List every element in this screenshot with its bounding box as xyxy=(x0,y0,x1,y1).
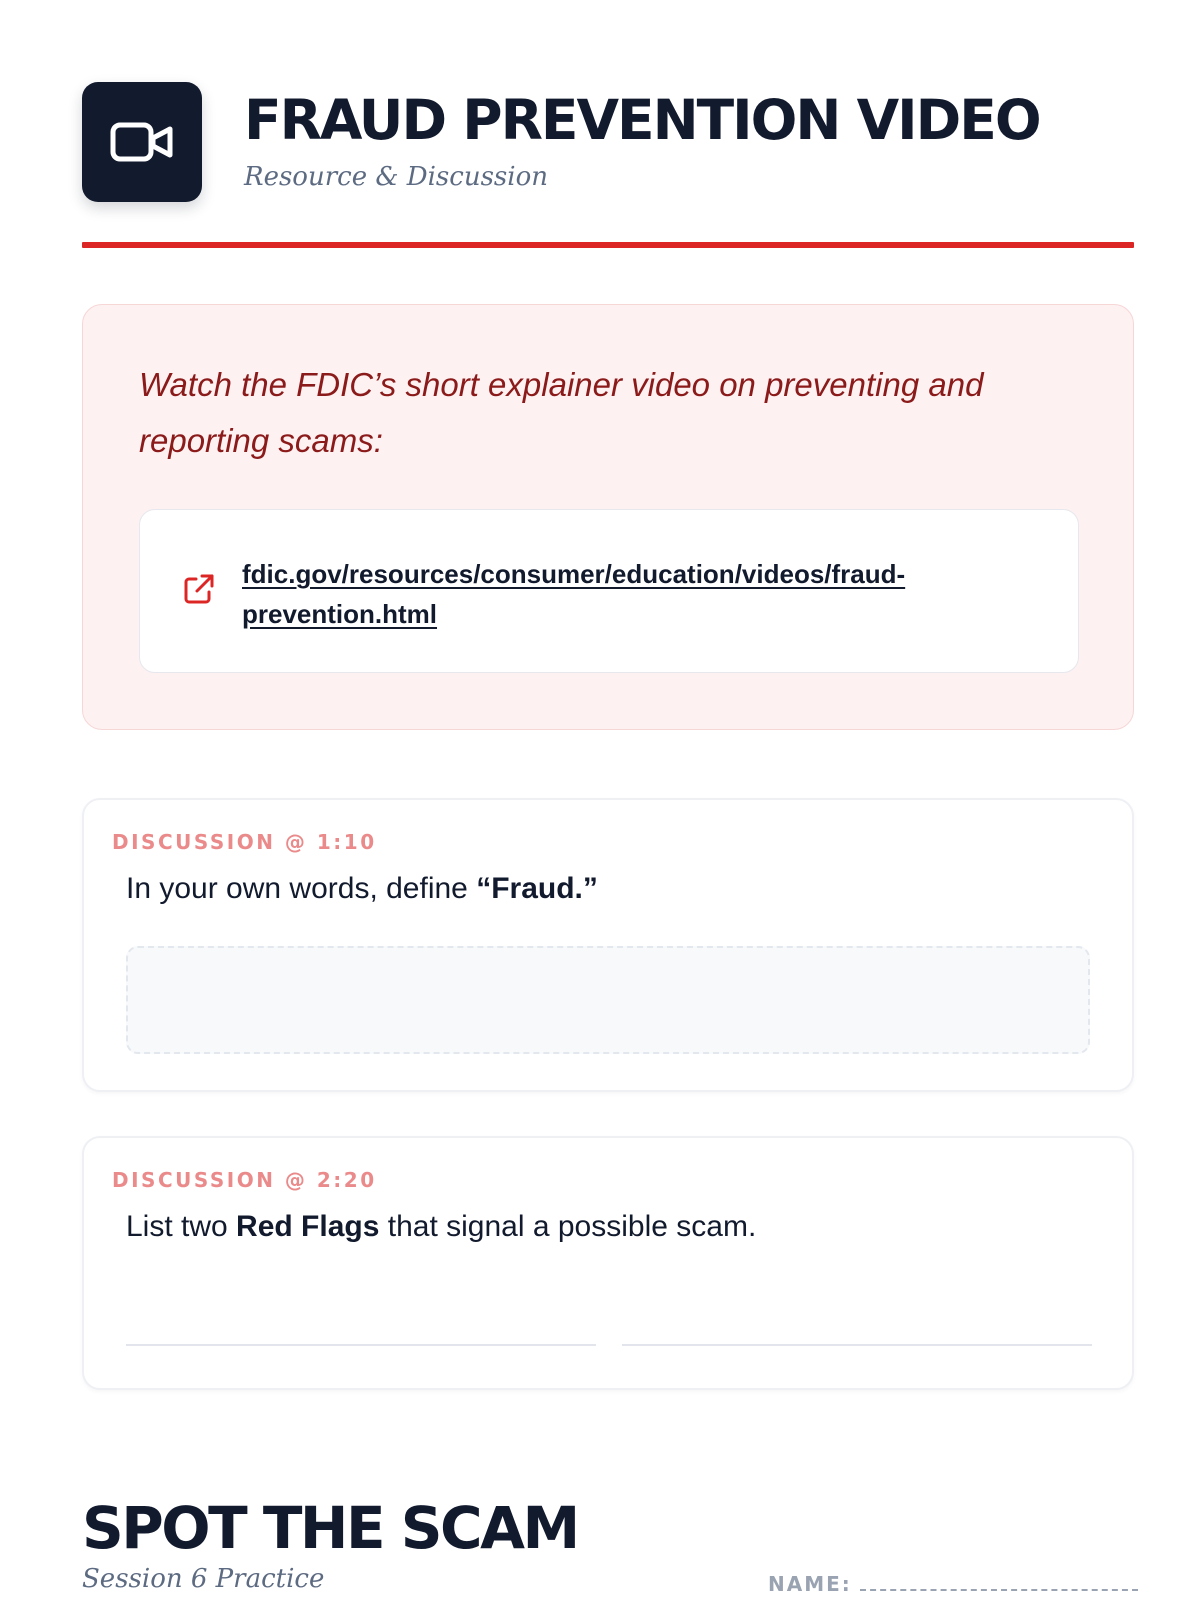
section-subtitle: Session 6 Practice xyxy=(82,1564,325,1594)
discussion-question xyxy=(126,1210,756,1244)
discussion-card-2 xyxy=(82,1136,1134,1390)
discussion-question xyxy=(126,872,598,906)
answer-line-1[interactable] xyxy=(126,1344,596,1346)
name-blank-line[interactable] xyxy=(860,1587,1138,1591)
question-text: In your own words, define xyxy=(126,872,477,905)
question-text-end: that signal a possible scam. xyxy=(379,1210,757,1243)
answer-box[interactable] xyxy=(126,946,1090,1054)
answer-line-2[interactable] xyxy=(622,1344,1092,1346)
video-logo-box xyxy=(82,82,202,202)
page-subtitle: Resource & Discussion xyxy=(244,162,548,192)
section-title: SPOT THE SCAM xyxy=(82,1494,578,1562)
discussion-label: DISCUSSION @ 1:10 xyxy=(112,830,377,854)
header-divider xyxy=(82,242,1134,248)
question-emphasis: “Fraud.” xyxy=(476,872,598,905)
page-title: FRAUD PREVENTION VIDEO xyxy=(244,88,1040,152)
resource-intro-text: Watch the FDIC’s short explainer video on preventing and reporting scams: xyxy=(139,366,984,459)
discussion-label: DISCUSSION @ 2:20 xyxy=(112,1168,377,1192)
name-label: NAME: xyxy=(768,1572,852,1596)
page-header xyxy=(82,82,1134,202)
external-link-icon xyxy=(182,572,216,606)
resource-link[interactable]: fdic.gov/resources/consumer/education/videos/fraud-prevention.html xyxy=(242,559,906,629)
resource-card xyxy=(82,304,1134,730)
question-text: List two xyxy=(126,1210,237,1243)
resource-link-box[interactable] xyxy=(139,509,1079,673)
discussion-card-1 xyxy=(82,798,1134,1092)
name-field[interactable] xyxy=(768,1572,1134,1596)
video-camera-icon xyxy=(110,120,174,164)
question-emphasis: Red Flags xyxy=(236,1210,380,1243)
